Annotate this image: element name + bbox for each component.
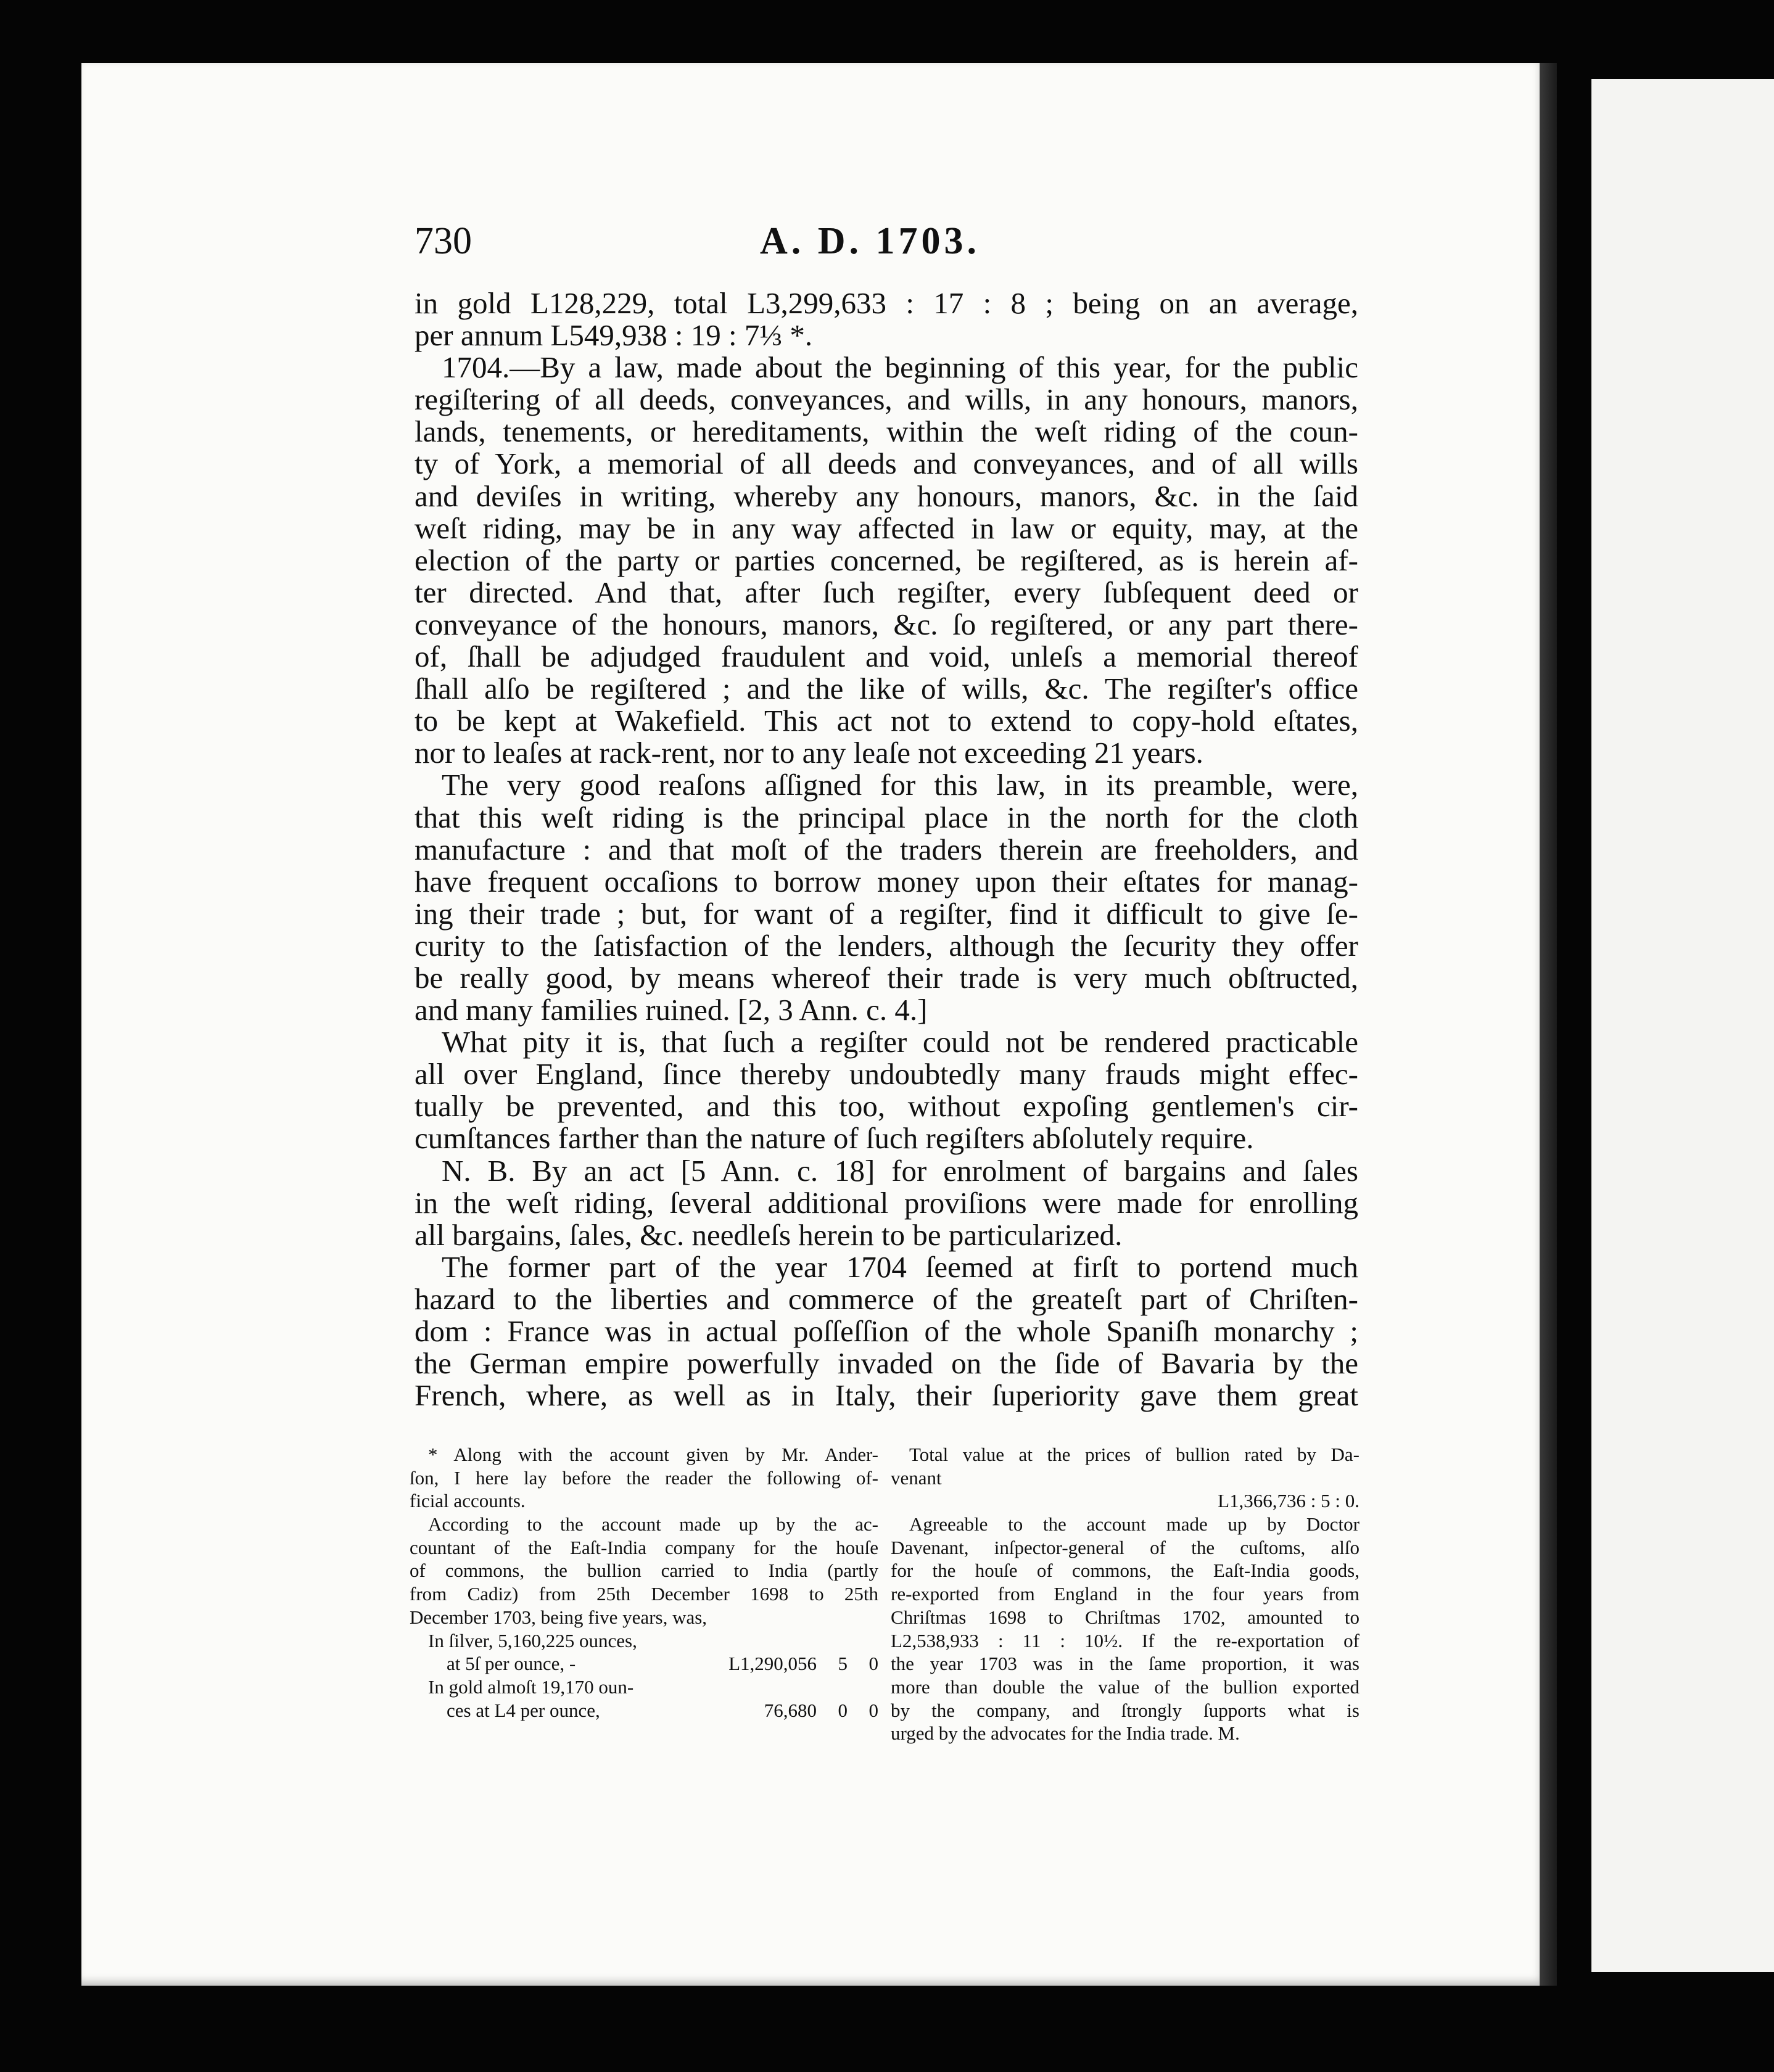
footnote-cell-d — [848, 1629, 878, 1653]
text-line: ter directed. And that, after ſuch regiſter, every ſubſequent deed or — [415, 575, 1358, 609]
text-line: have frequent occaſions to borrow money upon their eſtates for manag- — [415, 864, 1358, 898]
text-line: ty of York, a memorial of all deeds and conveyances, and of all wills — [415, 446, 1358, 481]
text-line: ing their trade ; but, for want of a regiſter, find it difficult to give ſe- — [415, 896, 1358, 931]
text-line: and deviſes in writing, whereby any honours, manors, &c. in the ſaid — [415, 479, 1358, 513]
text-line: curity to the ſatisfaction of the lenders, although the ſecurity they offer — [415, 928, 1358, 963]
text-line: regiſtering of all deeds, conveyances, and wills, in any honours, manors, — [415, 382, 1358, 417]
footnote-cell-amount: 76,680 — [764, 1699, 817, 1721]
footnote-line: ſon, I here lay before the reader the following of- — [410, 1466, 878, 1489]
footnote-line: from Cadiz) from 25th December 1698 to 25th — [410, 1583, 878, 1605]
footnote-total-amount: L1,366,736 : 5 : 0. — [1218, 1490, 1359, 1512]
footnote-cell-s — [817, 1675, 848, 1699]
text-line: The former part of the year 1704 ſeemed at firſt to portend much — [442, 1249, 1358, 1284]
text-line: conveyance of the honours, manors, &c. ſo regiſtered, or any part there- — [415, 607, 1358, 641]
text-line: per annum L549,938 : 19 : 7⅓ *. — [415, 318, 813, 353]
footnote-cell-label: at 5ſ per ounce, - — [447, 1653, 576, 1675]
footnote-cell-label: In ſilver, 5,160,225 ounces, — [428, 1629, 637, 1651]
facing-page-edge — [1591, 79, 1774, 1972]
footnote-cell-s — [817, 1629, 848, 1653]
footnote-table-row — [410, 1652, 878, 1675]
footnote-line: urged by the advocates for the India trade. M. — [891, 1722, 1240, 1745]
text-line: all bargains, ſales, &c. needleſs herein to be particularized. — [415, 1217, 1123, 1252]
footnote-line: L2,538,933 : 11 : 10½. If the re-exportation of — [891, 1629, 1359, 1651]
footnote-cell-s: 0 — [838, 1699, 848, 1721]
footnote-line: December 1703, being five years, was, — [410, 1606, 708, 1628]
text-line: of, ſhall be adjudged fraudulent and void, unleſs a memorial thereof — [415, 639, 1358, 674]
text-line: in gold L128,229, total L3,299,633 : 17 : 8 ; being on an average, — [415, 286, 1358, 320]
page-number: 730 — [415, 220, 472, 262]
text-line: What pity it is, that ſuch a regiſter could not be rendered practicable — [442, 1025, 1358, 1059]
footnote-line: ficial accounts. — [410, 1490, 526, 1512]
footnote-line: of commons, the bullion carried to India (partly — [410, 1560, 878, 1582]
footnote-line: Agreeable to the account made up by Doctor — [909, 1513, 1359, 1536]
footnote-cell-label: ces at L4 per ounce, — [447, 1699, 600, 1721]
text-line: French, where, as well as in Italy, their ſuperiority gave them great — [415, 1378, 1358, 1413]
footnote-line: * Along with the account given by Mr. Ander- — [428, 1444, 878, 1465]
footnote-table-row — [410, 1699, 878, 1722]
footnote-line: re-exported from England in the four years from — [891, 1583, 1359, 1605]
footnote-cell-d: 0 — [868, 1653, 878, 1675]
text-line: the German empire powerfully invaded on the ſide of Bavaria by the — [415, 1346, 1358, 1381]
text-line: all over England, ſince thereby undoubtedly many frauds might effec- — [415, 1057, 1358, 1092]
footnote-line: Davenant, inſpector-general of the cuſtoms, alſo — [891, 1536, 1359, 1558]
running-head — [415, 220, 1358, 275]
text-line: in the weſt riding, ſeveral additional proviſions were made for enrolling — [415, 1185, 1358, 1220]
text-line: cumſtances farther than the nature of ſuch regiſters abſolutely require. — [415, 1121, 1254, 1156]
footnote-line: venant — [891, 1466, 942, 1489]
footnote-line: According to the account made up by the ac- — [428, 1513, 878, 1536]
text-line: election of the party or parties concerned, be regiſtered, as is herein af- — [415, 543, 1358, 577]
text-line: 1704.—By a law, made about the beginning of this year, for the public — [442, 350, 1358, 385]
footnote-cell-amount: L1,290,056 — [728, 1653, 817, 1675]
footnote-cell-amount — [693, 1675, 817, 1699]
text-line: manufacture : and that moſt of the traders therein are freeholders, and — [415, 832, 1358, 866]
footnote-cell-d — [848, 1675, 878, 1699]
footnote-line: countant of the Eaſt-India company for the houſe — [410, 1536, 878, 1558]
footnote-left — [410, 1443, 878, 1722]
footnote-line: the year 1703 was in the ſame proportion, it was — [891, 1653, 1359, 1675]
text-line: ſhall alſo be regiſtered ; and the like of wills, &c. The regiſter's office — [415, 672, 1358, 706]
footnote-line: Total value at the prices of bullion rated by Da- — [909, 1444, 1359, 1465]
text-line: weſt riding, may be in any way affected in law or equity, may, at the — [415, 511, 1358, 545]
footnote-cell-d: 0 — [868, 1699, 878, 1721]
footnote-cell-label: In gold almoſt 19,170 oun- — [428, 1675, 634, 1698]
text-line: lands, tenements, or hereditaments, within the weſt riding of the coun- — [415, 414, 1358, 449]
text-line: to be kept at Wakefield. This act not to extend to copy-hold eſtates, — [415, 704, 1358, 738]
text-line: be really good, by means whereof their trade is very much obſtructed, — [415, 960, 1358, 995]
text-line: dom : France was in actual poſſeſſion of the whole Spaniſh monarchy ; — [415, 1314, 1358, 1348]
text-line: hazard to the liberties and commerce of the greateſt part of Chriſten- — [415, 1281, 1358, 1316]
footnote-table-row — [410, 1629, 878, 1653]
text-line: tually be prevented, and this too, without expoſing gentlemen's cir- — [415, 1089, 1358, 1124]
page-gutter — [1540, 63, 1557, 1986]
running-title: A. D. 1703. — [760, 220, 981, 262]
footnote-cell-amount — [693, 1629, 817, 1653]
footnote-right — [891, 1443, 1359, 1745]
text-line: N. B. By an act [5 Ann. c. 18] for enrolment of bargains and ſales — [442, 1153, 1358, 1188]
text-line: nor to leaſes at rack-rent, nor to any leaſe not exceeding 21 years. — [415, 736, 1203, 770]
footnote-cell-s: 5 — [838, 1653, 848, 1675]
footnote-line: by the company, and ſtrongly ſupports what is — [891, 1699, 1359, 1721]
footnote-table-row — [410, 1675, 878, 1699]
text-line: that this weſt riding is the principal place in the north for the cloth — [415, 800, 1358, 834]
footnote-line: for the houſe of commons, the Eaſt-India goods, — [891, 1560, 1359, 1582]
text-line: and many families ruined. [2, 3 Ann. c. 4.] — [415, 993, 928, 1027]
text-line: The very good reaſons aſſigned for this law, in its preamble, were, — [442, 768, 1358, 802]
main-text — [415, 287, 1358, 1412]
footnote-line: Chriſtmas 1698 to Chriſtmas 1702, amounted to — [891, 1606, 1359, 1628]
footnote-line: more than double the value of the bullion exported — [891, 1675, 1359, 1698]
